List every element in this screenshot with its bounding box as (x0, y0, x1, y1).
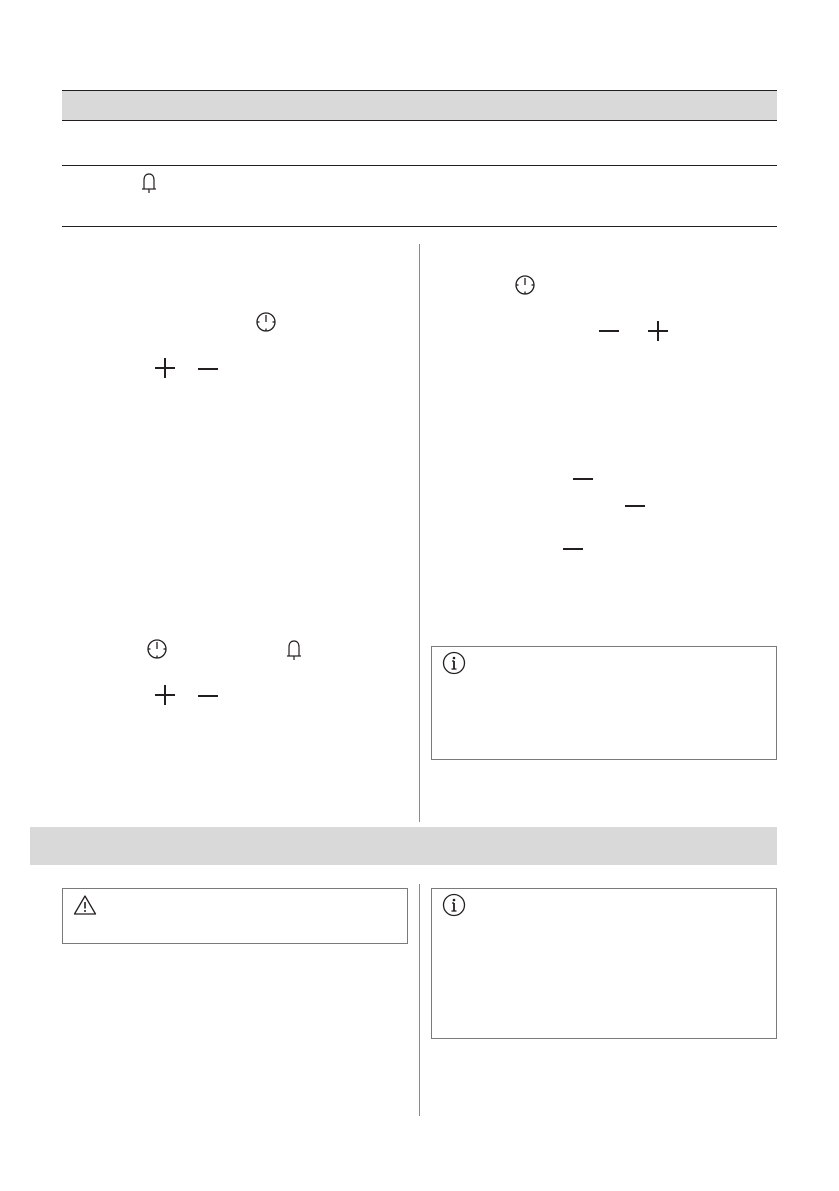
column-divider-upper (419, 244, 420, 822)
minus-icon (198, 367, 218, 371)
plus-icon (154, 684, 176, 706)
minus-icon (563, 547, 583, 551)
column-divider-lower (419, 884, 420, 1116)
section-heading-bar (30, 827, 777, 865)
minus-icon (198, 694, 218, 698)
bell-icon (286, 639, 302, 661)
minus-icon (599, 329, 619, 333)
table-header-row (62, 91, 777, 120)
info-icon (442, 651, 466, 675)
clock-icon (514, 274, 536, 296)
info-icon (442, 893, 466, 917)
minus-icon (625, 504, 645, 508)
clock-icon (255, 311, 277, 333)
table-row-divider (62, 165, 777, 166)
table-top-border (62, 90, 777, 91)
clock-icon (146, 638, 168, 660)
warning-note-box (62, 888, 408, 944)
warning-icon (73, 894, 97, 916)
info-note-box (431, 646, 777, 760)
bell-icon (141, 172, 157, 194)
plus-icon (647, 320, 669, 342)
minus-icon (573, 477, 593, 481)
plus-icon (154, 357, 176, 379)
table-header-bottom-border (62, 120, 777, 121)
table-bottom-border (62, 226, 777, 227)
info-note-box (431, 888, 777, 1039)
